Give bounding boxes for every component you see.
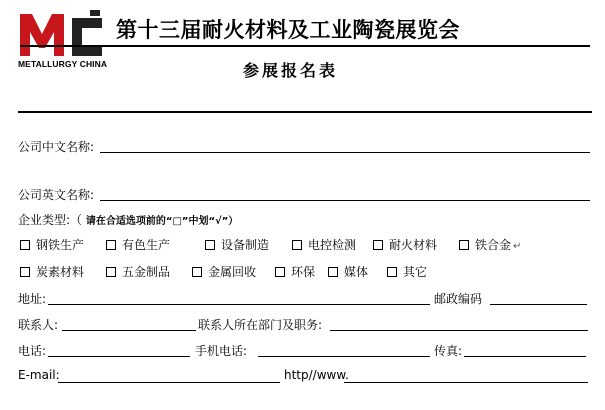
option-media[interactable] xyxy=(328,263,368,280)
logo-text: METALLURGY CHINA xyxy=(18,59,108,69)
option-carbon[interactable] xyxy=(20,263,84,280)
option-label: 电控检测 xyxy=(308,238,357,252)
option-label: 五金制品 xyxy=(122,265,171,279)
logo-letter-m xyxy=(20,14,64,56)
checkbox[interactable] xyxy=(275,267,285,277)
industry-type-label xyxy=(18,211,238,228)
address-field[interactable] xyxy=(48,304,430,305)
option-environmental[interactable] xyxy=(275,263,315,280)
header-divider xyxy=(20,45,590,47)
checkbox[interactable] xyxy=(387,267,397,277)
checkbox[interactable] xyxy=(20,267,30,277)
contact-field[interactable] xyxy=(62,330,196,331)
mobile-label: 手机电话: xyxy=(195,344,248,358)
option-label: 环保 xyxy=(291,265,316,279)
paragraph-mark-icon: ↵ xyxy=(513,241,522,252)
industry-note: 请在合适选项前的“□”中划“√”） xyxy=(85,216,239,227)
address-label: 地址: xyxy=(18,292,47,306)
form-top-divider xyxy=(18,111,592,113)
option-label: 钢铁生产 xyxy=(36,238,85,252)
email-label: E-mail: xyxy=(18,368,60,382)
mobile-field[interactable] xyxy=(258,356,430,357)
contact-label: 联系人: xyxy=(18,318,59,332)
option-steel[interactable] xyxy=(20,236,84,253)
email-field[interactable] xyxy=(58,382,280,383)
option-label: 其它 xyxy=(403,265,428,279)
option-label: 耐火材料 xyxy=(389,238,438,252)
logo-letter-c xyxy=(72,18,102,56)
checkbox[interactable] xyxy=(373,240,383,250)
company-en-label: 公司英文名称: xyxy=(18,188,95,202)
fax-label: 传真: xyxy=(434,344,463,358)
company-cn-field[interactable] xyxy=(100,152,590,153)
option-label: 有色生产 xyxy=(122,238,171,252)
phone-field[interactable] xyxy=(48,356,190,357)
fax-field[interactable] xyxy=(464,356,586,357)
company-cn-label: 公司中文名称: xyxy=(18,140,95,154)
postcode-field[interactable] xyxy=(490,304,587,305)
event-title: 第十三届耐火材料及工业陶瓷展览会 xyxy=(116,17,460,42)
option-equipment[interactable] xyxy=(205,236,269,253)
phone-label: 电话: xyxy=(18,344,47,358)
option-control-testing[interactable] xyxy=(292,236,356,253)
industry-label: 企业类型:（ xyxy=(18,213,83,227)
postcode-label: 邮政编码 xyxy=(434,292,483,306)
form-title: 参展报名表 xyxy=(243,61,339,80)
option-label: 设备制造 xyxy=(221,238,270,252)
option-label: 铁合金 xyxy=(475,238,512,252)
department-label: 联系人所在部门及职务: xyxy=(198,318,323,332)
checkbox[interactable] xyxy=(106,267,116,277)
option-nonferrous[interactable] xyxy=(106,236,170,253)
department-field[interactable] xyxy=(330,330,588,331)
website-label: http//www. xyxy=(284,368,349,382)
option-label: 媒体 xyxy=(344,265,369,279)
checkbox[interactable] xyxy=(205,240,215,250)
checkbox[interactable] xyxy=(20,240,30,250)
option-refractory[interactable] xyxy=(373,236,437,253)
checkbox[interactable] xyxy=(459,240,469,250)
checkbox[interactable] xyxy=(106,240,116,250)
website-field[interactable] xyxy=(344,382,588,383)
option-hardware[interactable] xyxy=(106,263,170,280)
checkbox[interactable] xyxy=(328,267,338,277)
checkbox[interactable] xyxy=(292,240,302,250)
option-label: 金属回收 xyxy=(208,265,257,279)
company-en-field[interactable] xyxy=(100,200,590,201)
option-ferroalloy[interactable] xyxy=(459,236,521,253)
option-metal-recycling[interactable] xyxy=(192,263,256,280)
checkbox[interactable] xyxy=(192,267,202,277)
option-label: 炭素材料 xyxy=(36,265,85,279)
option-other[interactable] xyxy=(387,263,427,280)
